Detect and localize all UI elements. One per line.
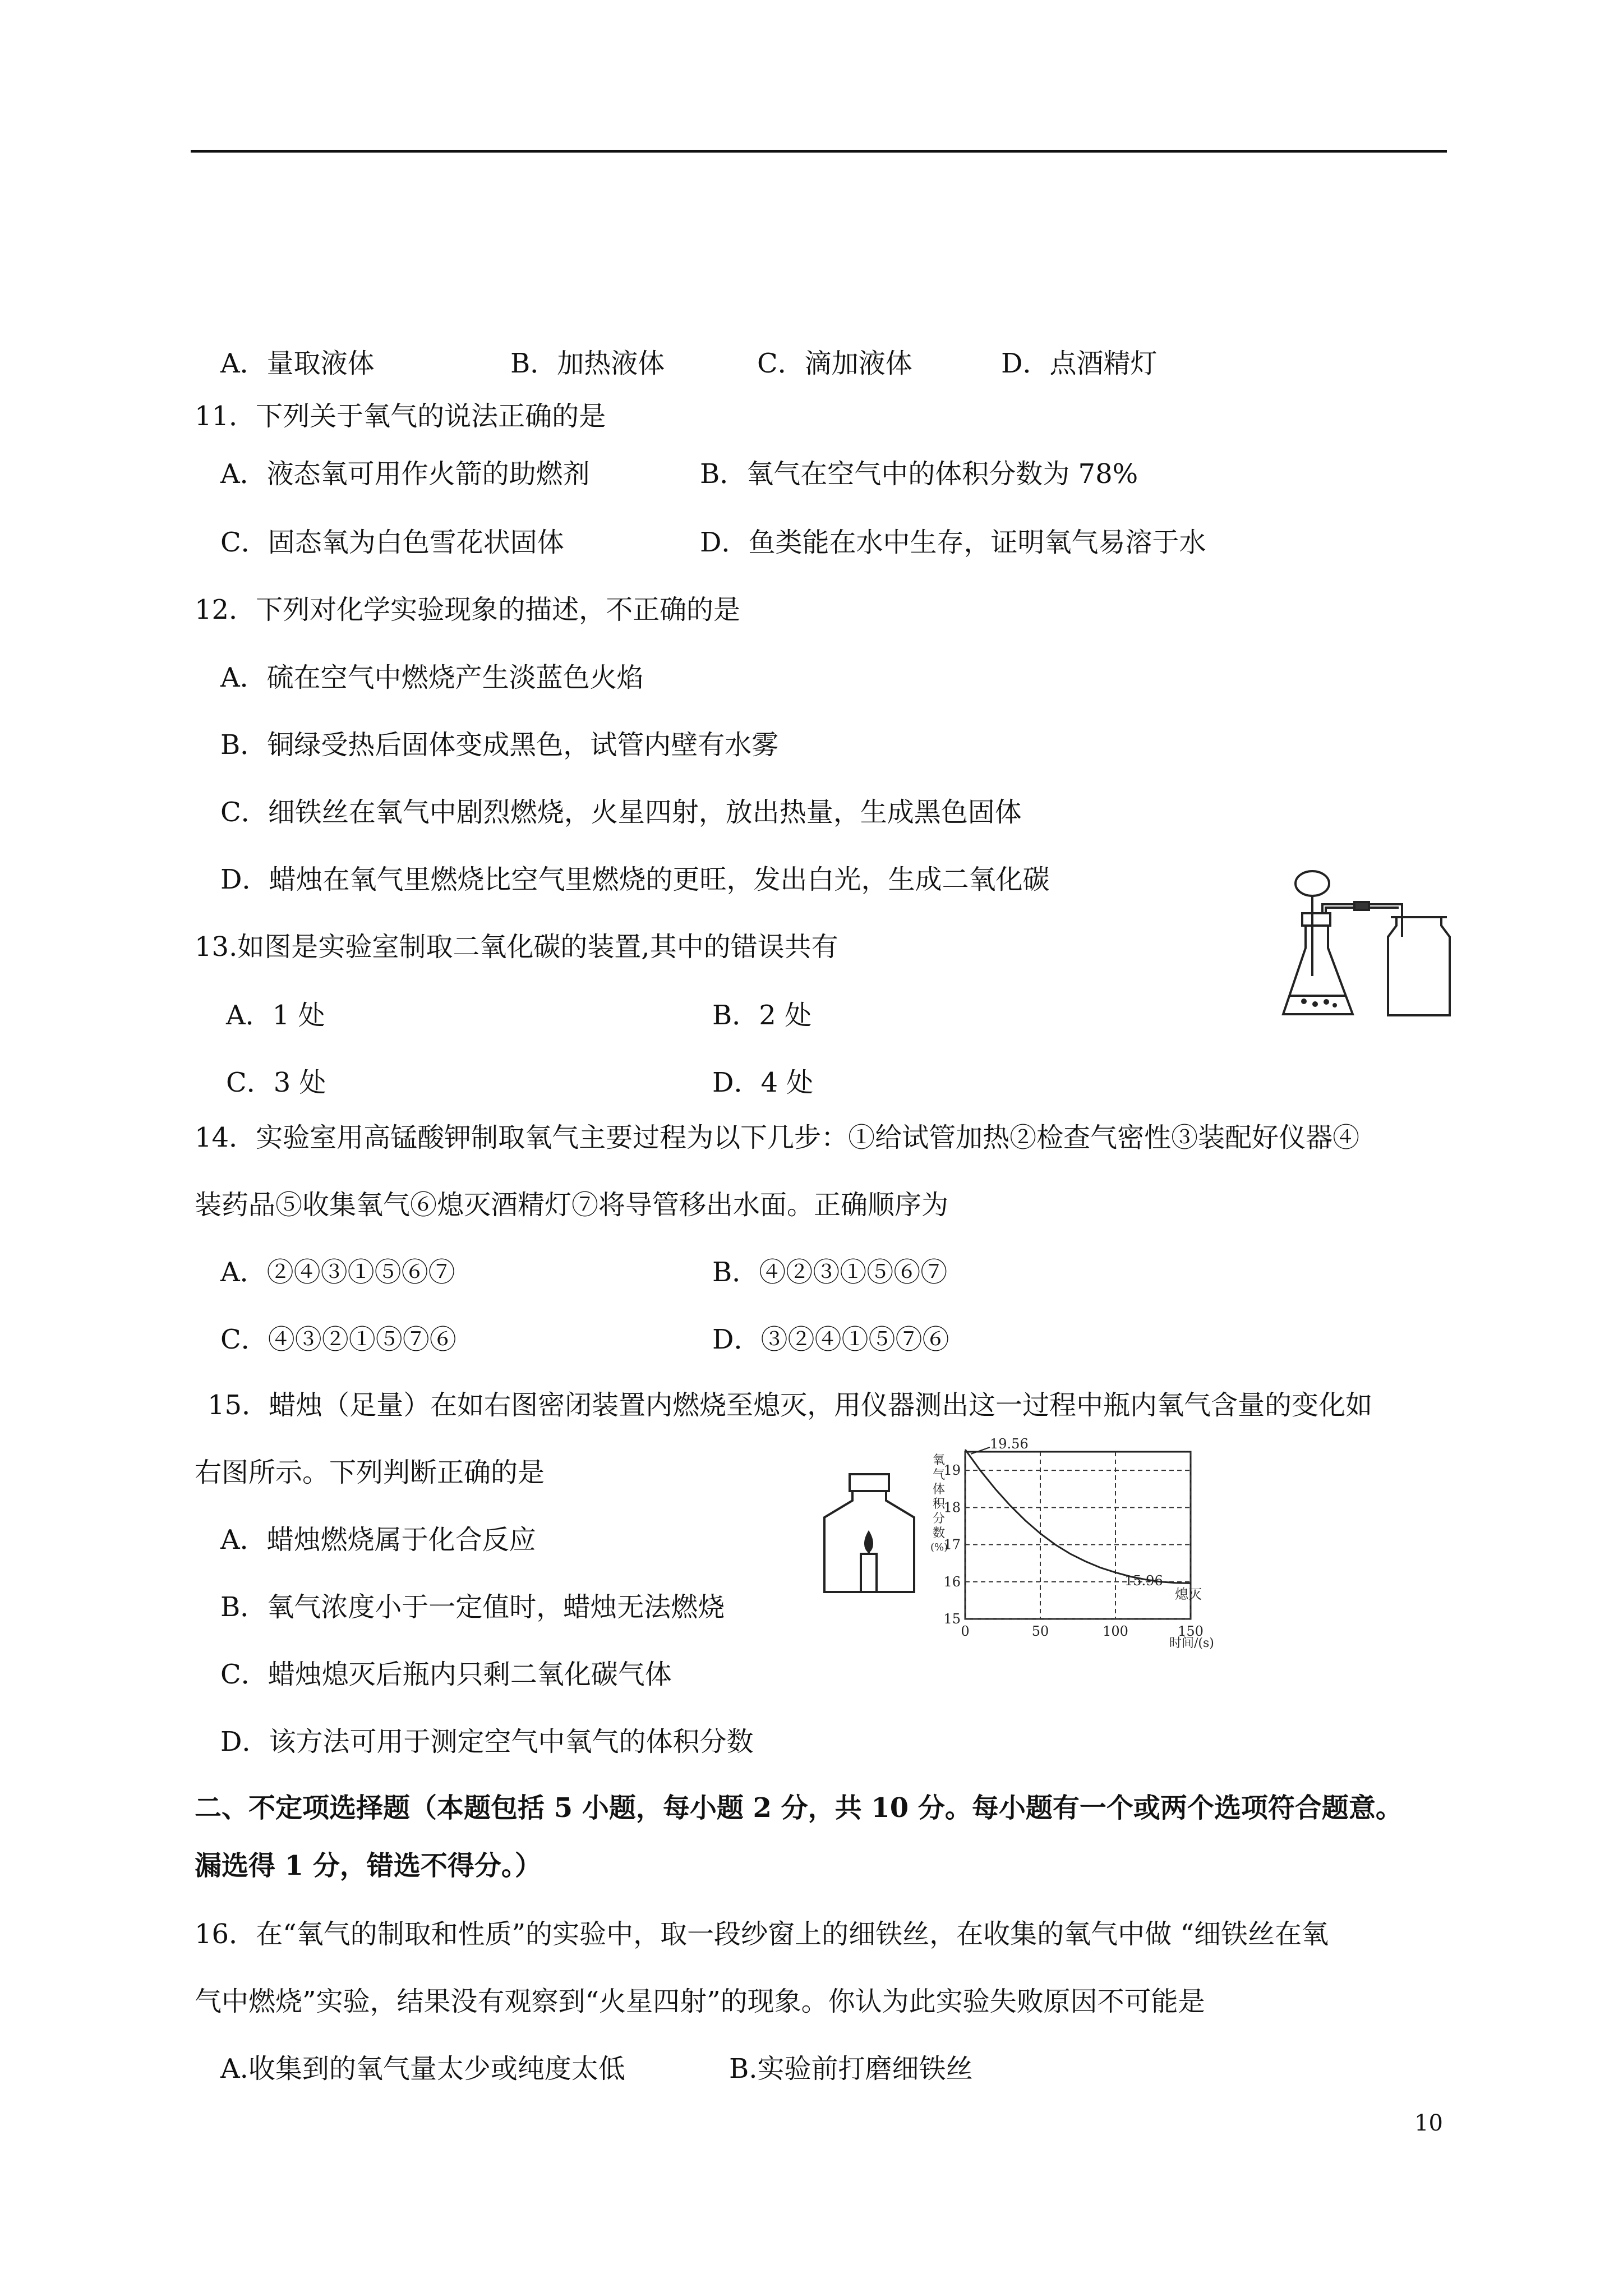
co2-apparatus-figure [1279,864,1469,1027]
q12-option-a: A．硫在空气中燃烧产生淡蓝色火焰 [220,662,644,693]
q10-option-a: A．量取液体 [220,348,375,379]
q13-option-a: A．1 处 [226,1000,325,1031]
svg-text:(%): (%) [930,1542,948,1553]
q14-option-a: A．②④③①⑤⑥⑦ [220,1257,455,1288]
q12-option-c: C．细铁丝在氧气中剧烈燃烧，火星四射，放出热量，生成黑色固体 [220,797,1022,828]
chart-annotation-start: 19.56 [990,1436,1029,1452]
q11-option-d: D．鱼类能在水中生存，证明氧气易溶于水 [700,527,1206,558]
chart-y-tick-label: 15 [943,1611,961,1627]
candle-jar-figure [813,1470,925,1596]
section2-heading-line1: 二、不定项选择题（本题包括 5 小题，每小题 2 分，共 10 分。每小题有一个或两个选项符合题意。 [195,1792,1403,1824]
chart-x-tick-label: 50 [1031,1623,1049,1639]
q10-option-c: C．滴加液体 [757,348,912,379]
chart-y-tick-label: 19 [943,1462,961,1479]
q13-option-b: B．2 处 [712,1000,812,1031]
q15-option-a: A．蜡烛燃烧属于化合反应 [220,1524,536,1556]
q14-option-c: C．④③②①⑤⑦⑥ [220,1324,457,1355]
q14-stem-line2: 装药品⑤收集氧气⑥熄灭酒精灯⑦将导管移出水面。正确顺序为 [195,1189,949,1221]
svg-text:气: 气 [933,1468,946,1482]
q11-option-a: A．液态氧可用作火箭的助燃剂 [220,458,590,490]
chart-series-line [965,1450,1191,1583]
q15-stem-line1: 15．蜡烛（足量）在如右图密闭装置内燃烧至熄灭，用仪器测出这一过程中瓶内氧气含量的变化如 [208,1389,1373,1421]
q10-option-b: B．加热液体 [510,348,665,379]
q16-stem-line1: 16．在“氧气的制取和性质”的实验中，取一段纱窗上的细铁丝，在收集的氧气中做 “细铁丝在氧 [195,1918,1329,1950]
chart-annotation-extinguished: 熄灭 [1175,1586,1202,1602]
chart-annotation-end: 15.96 [1124,1573,1163,1589]
svg-text:数: 数 [933,1526,946,1540]
chart-x-tick-label: 150 [1178,1623,1204,1639]
page-number: 10 [1414,2110,1443,2136]
chart-y-tick-label: 18 [943,1499,961,1516]
q16-option-b: B.实验前打磨细铁丝 [729,2053,973,2085]
oxygen-content-chart [928,1430,1231,1649]
q12-stem: 12．下列对化学实验现象的描述，不正确的是 [195,594,741,625]
svg-text:分: 分 [933,1512,946,1526]
q13-stem: 13.如图是实验室制取二氧化碳的装置,其中的错误共有 [195,931,838,963]
q14-option-d: D．③②④①⑤⑦⑥ [712,1324,949,1355]
svg-text:体: 体 [933,1483,946,1497]
chart-y-tick-label: 16 [943,1573,961,1590]
q15-option-c: C．蜡烛熄灭后瓶内只剩二氧化碳气体 [220,1659,672,1690]
q11-option-b: B．氧气在空气中的体积分数为 78% [700,458,1138,490]
q15-option-b: B．氧气浓度小于一定值时，蜡烛无法燃烧 [220,1591,725,1623]
section2-heading-line2: 漏选得 1 分，错选不得分。） [195,1850,542,1881]
q13-option-c: C．3 处 [226,1067,326,1098]
chart-x-tick-label: 0 [961,1623,970,1639]
header-rule [191,150,1447,153]
q14-stem-line1: 14．实验室用高锰酸钾制取氧气主要过程为以下几步：①给试管加热②检查气密性③装配好仪器④ [195,1122,1360,1153]
chart-x-tick-label: 100 [1103,1623,1128,1639]
q15-stem-line2: 右图所示。下列判断正确的是 [195,1457,545,1488]
q12-option-b: B．铜绿受热后固体变成黑色，试管内壁有水雾 [220,729,779,761]
svg-text:积: 积 [933,1497,946,1511]
q13-option-d: D．4 处 [712,1067,814,1098]
chart-x-axis-label: 时间/(s) [1169,1636,1214,1649]
q10-option-d: D．点酒精灯 [1001,348,1158,379]
q11-stem: 11．下列关于氧气的说法正确的是 [195,401,606,432]
q11-option-c: C．固态氧为白色雪花状固体 [220,527,564,558]
chart-y-tick-label: 17 [943,1536,961,1553]
q12-option-d: D．蜡烛在氧气里燃烧比空气里燃烧的更旺，发出白光，生成二氧化碳 [220,864,1050,895]
q16-stem-line2: 气中燃烧”实验，结果没有观察到“火星四射”的现象。你认为此实验失败原因不可能是 [195,1986,1205,2017]
svg-text:氧: 氧 [933,1453,946,1467]
q16-option-a: A.收集到的氧气量太少或纯度太低 [220,2053,625,2085]
q14-option-b: B．④②③①⑤⑥⑦ [712,1257,948,1288]
q15-option-d: D．该方法可用于测定空气中氧气的体积分数 [220,1726,754,1757]
